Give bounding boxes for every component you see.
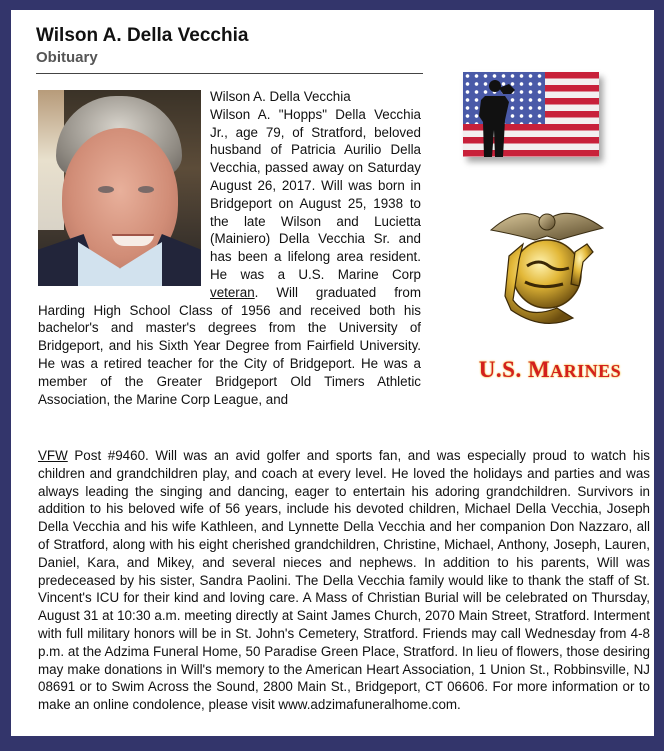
page-subtitle: Obituary <box>36 49 98 66</box>
marines-label-first: U.S. M <box>478 357 551 382</box>
saluting-soldier-flag-icon <box>463 72 599 157</box>
obituary-paragraph-2: Post #9460. Will was an avid golfer and sports fan, and was especially proud to watch his children and grandchildren play, and coach at every level. He loved the holidays and parties and was always leading the singing and dancing, eager to entertain his adoring grandchildren. Survivors in addition to his beloved wife of 56 years, include his devoted children, Michael Della Vecchia, Joseph Della Vecchia and his wife Kathleen, and Lynnette Della Vecchia and her companion Don Nazzaro, all of Stratford, along with his eight cherished grandchildren, Christine, Michael, Anthony, Joseph, Lauren, Daniel, Kara, and Mikey, and several nieces and nephews. In addition to his parents, Will was predeceased by his sister, Sandra Paolini. The Della Vecchia family would like to thank the staff of St. Vincent's ICU for their kind and loving care. A Mass of Christian Burial will be celebrated on Thursday, August 31 at 10:30 a.m. meeting directly at Saint James Church, 2070 Main Street, Stratford. Interment with full military honors will be in St. John's Cemetery, Stratford. Friends may call Wednesday from 4-8 p.m. at the Adzima Funeral Home, 50 Paradise Green Place, Stratford. In lieu of flowers, those desiring may make donations in Will's memory to the American Heart Association, 1 Union St., Robbinsville, NJ 08691 or to Swim Across the Sound, 2800 Main St., Bridgeport, CT 06606. For more information or to make an online condolence, please visit www.adzimafuneralhome.com. <box>38 448 650 713</box>
obituary-body-continued <box>38 447 650 714</box>
us-marines-label <box>465 357 635 383</box>
obituary-paragraph-1a: Wilson A. "Hopps" Della Vecchia Jr., age 79, of Stratford, beloved husband of Patricia Aurilio Della Vecchia, passed away on Saturday August 26, 2017. Will was born in Bridgeport on August 25, 1938 to the late Wilson and Lucietta (Mainiero) Della Vecchia Sr. and has been a lifelong area resident. He was a U.S. Marine Corp <box>210 106 421 282</box>
saluting-soldier-icon <box>475 80 521 157</box>
veteran-link[interactable]: veteran <box>210 284 255 300</box>
obituary-body <box>38 88 421 408</box>
header <box>36 24 422 68</box>
portrait-photo <box>38 90 201 286</box>
page-title: Wilson A. Della Vecchia <box>36 25 249 46</box>
obituary-name-line: Wilson A. Della Vecchia <box>210 89 351 104</box>
obituary-card <box>11 10 654 736</box>
vfw-link[interactable]: VFW <box>38 448 68 463</box>
obituary-paragraph-1b: . Will graduated from Harding High School Class of 1956 and received both his bachelor's and master's degrees from the University of Bridgeport, and his Sixth Year Degree from Fairfield University. He was a retired teacher for the City of Bridgeport. He was a member of the Greater Bridgeport Old Timers Athletic Association, the Marine Corp League, and <box>38 284 421 407</box>
marine-corps-emblem-icon <box>483 200 611 330</box>
header-divider <box>36 73 423 74</box>
marines-label-rest: ARINES <box>550 361 622 381</box>
